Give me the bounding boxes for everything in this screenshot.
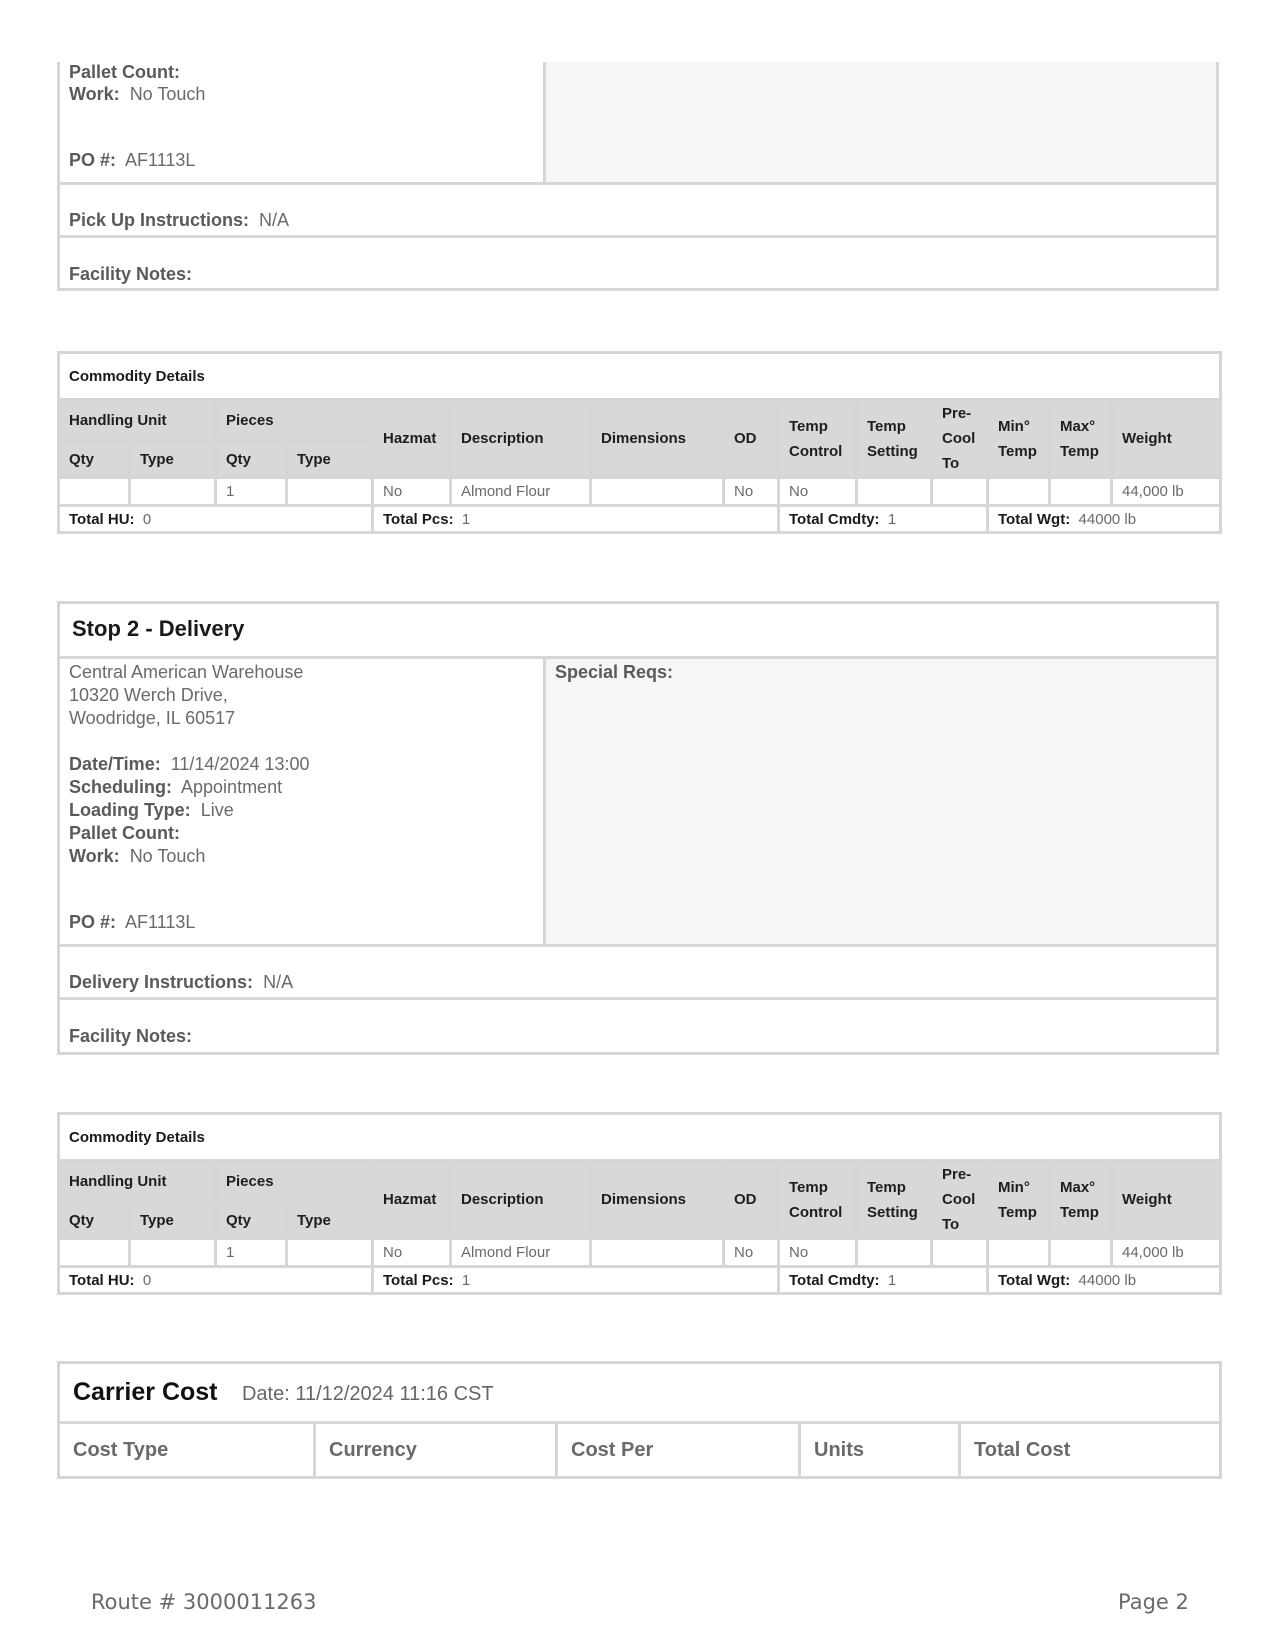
- scheduling: Scheduling: Appointment: [69, 777, 283, 797]
- route-number: Route # 3000011263: [91, 1590, 317, 1614]
- col-max-temp: Max° Temp: [1050, 1161, 1112, 1239]
- page-number: Page 2: [1118, 1590, 1189, 1614]
- work: Work: No Touch: [69, 846, 206, 866]
- facility-notes: Facility Notes:: [69, 1026, 193, 1046]
- col-min-temp: Min° Temp: [988, 400, 1050, 478]
- col-temp-setting: Temp Setting: [857, 1161, 932, 1239]
- carrier-cost-header: [59, 1363, 1221, 1423]
- address-city: Woodridge, IL 60517: [69, 708, 236, 728]
- commodity-caption: Commodity Details: [59, 353, 1221, 400]
- col-pcs-type: Type: [287, 1202, 373, 1239]
- col-units: Units: [800, 1423, 960, 1478]
- table-row: 1 No Almond Flour No No 44,000 lb: [59, 478, 1221, 506]
- col-weight: Weight: [1112, 1161, 1221, 1239]
- col-hu-qty: Qty: [59, 441, 130, 478]
- col-currency: Currency: [315, 1423, 557, 1478]
- col-cost-per: Cost Per: [557, 1423, 800, 1478]
- delivery-instructions: Delivery Instructions: N/A: [69, 972, 294, 992]
- col-pcs-qty: Qty: [216, 441, 287, 478]
- stop1-details: [60, 62, 546, 182]
- col-handling-unit: Handling Unit: [59, 1161, 216, 1202]
- col-hu-type: Type: [130, 441, 216, 478]
- col-hazmat: Hazmat: [373, 1161, 451, 1239]
- col-min-temp: Min° Temp: [988, 1161, 1050, 1239]
- total-hu: Total HU: 0: [59, 506, 373, 533]
- total-pcs: Total Pcs: 1: [373, 1267, 779, 1294]
- col-pcs-type: Type: [287, 441, 373, 478]
- col-pieces: Pieces: [216, 400, 373, 441]
- commodity-table: [57, 1112, 1222, 1295]
- carrier-cost-table: [57, 1361, 1222, 1479]
- total-wgt: Total Wgt: 44000 lb: [988, 1267, 1221, 1294]
- col-weight: Weight: [1112, 400, 1221, 478]
- special-reqs-panel: [546, 659, 1216, 944]
- col-od: OD: [724, 400, 779, 478]
- col-handling-unit: Handling Unit: [59, 400, 216, 441]
- special-reqs-label: Special Reqs:: [555, 662, 674, 682]
- col-max-temp: Max° Temp: [1050, 400, 1112, 478]
- total-pcs: Total Pcs: 1: [373, 506, 779, 533]
- col-pre-cool-to: Pre-Cool To: [932, 1161, 988, 1239]
- carrier-cost-date: Date: 11/12/2024 11:16 CST: [241, 1383, 494, 1405]
- col-od: OD: [724, 1161, 779, 1239]
- commodity-caption: Commodity Details: [59, 1114, 1221, 1161]
- col-temp-control: Temp Control: [779, 1161, 857, 1239]
- commodity-table: [57, 351, 1222, 534]
- col-hu-type: Type: [130, 1202, 216, 1239]
- col-description: Description: [451, 400, 591, 478]
- col-total-cost: Total Cost: [960, 1423, 1221, 1478]
- col-dimensions: Dimensions: [591, 1161, 724, 1239]
- total-cmdty: Total Cmdty: 1: [779, 506, 988, 533]
- col-hazmat: Hazmat: [373, 400, 451, 478]
- stop2-details: [60, 659, 546, 944]
- po-number: PO #: AF1113L: [69, 150, 196, 170]
- facility-notes: Facility Notes:: [69, 264, 193, 284]
- stop1-special-reqs-panel: [546, 62, 1216, 182]
- carrier-cost-title: Carrier Cost: [73, 1378, 218, 1406]
- loading-type: Loading Type: Live: [69, 800, 234, 820]
- col-dimensions: Dimensions: [591, 400, 724, 478]
- address-name: Central American Warehouse: [69, 662, 304, 682]
- col-pieces: Pieces: [216, 1161, 373, 1202]
- work: Work: No Touch: [69, 84, 206, 104]
- table-row: 1 No Almond Flour No No 44,000 lb: [59, 1239, 1221, 1267]
- col-temp-setting: Temp Setting: [857, 400, 932, 478]
- total-wgt: Total Wgt: 44000 lb: [988, 506, 1221, 533]
- total-cmdty: Total Cmdty: 1: [779, 1267, 988, 1294]
- stop2-title: Stop 2 - Delivery: [72, 616, 245, 641]
- total-hu: Total HU: 0: [59, 1267, 373, 1294]
- datetime: Date/Time: 11/14/2024 13:00: [69, 754, 310, 774]
- col-description: Description: [451, 1161, 591, 1239]
- col-pcs-qty: Qty: [216, 1202, 287, 1239]
- pallet-count: Pallet Count:: [69, 62, 180, 82]
- col-cost-type: Cost Type: [59, 1423, 315, 1478]
- totals-row: [59, 506, 1221, 533]
- col-pre-cool-to: Pre-Cool To: [932, 400, 988, 478]
- col-hu-qty: Qty: [59, 1202, 130, 1239]
- pickup-instructions: Pick Up Instructions: N/A: [69, 210, 290, 230]
- pallet-count: Pallet Count:: [69, 823, 180, 843]
- col-temp-control: Temp Control: [779, 400, 857, 478]
- stop2-section: [57, 601, 1219, 1055]
- stop1-section: [57, 62, 1219, 291]
- address-street: 10320 Werch Drive,: [69, 685, 228, 705]
- totals-row: [59, 1267, 1221, 1294]
- po-number: PO #: AF1113L: [69, 912, 196, 932]
